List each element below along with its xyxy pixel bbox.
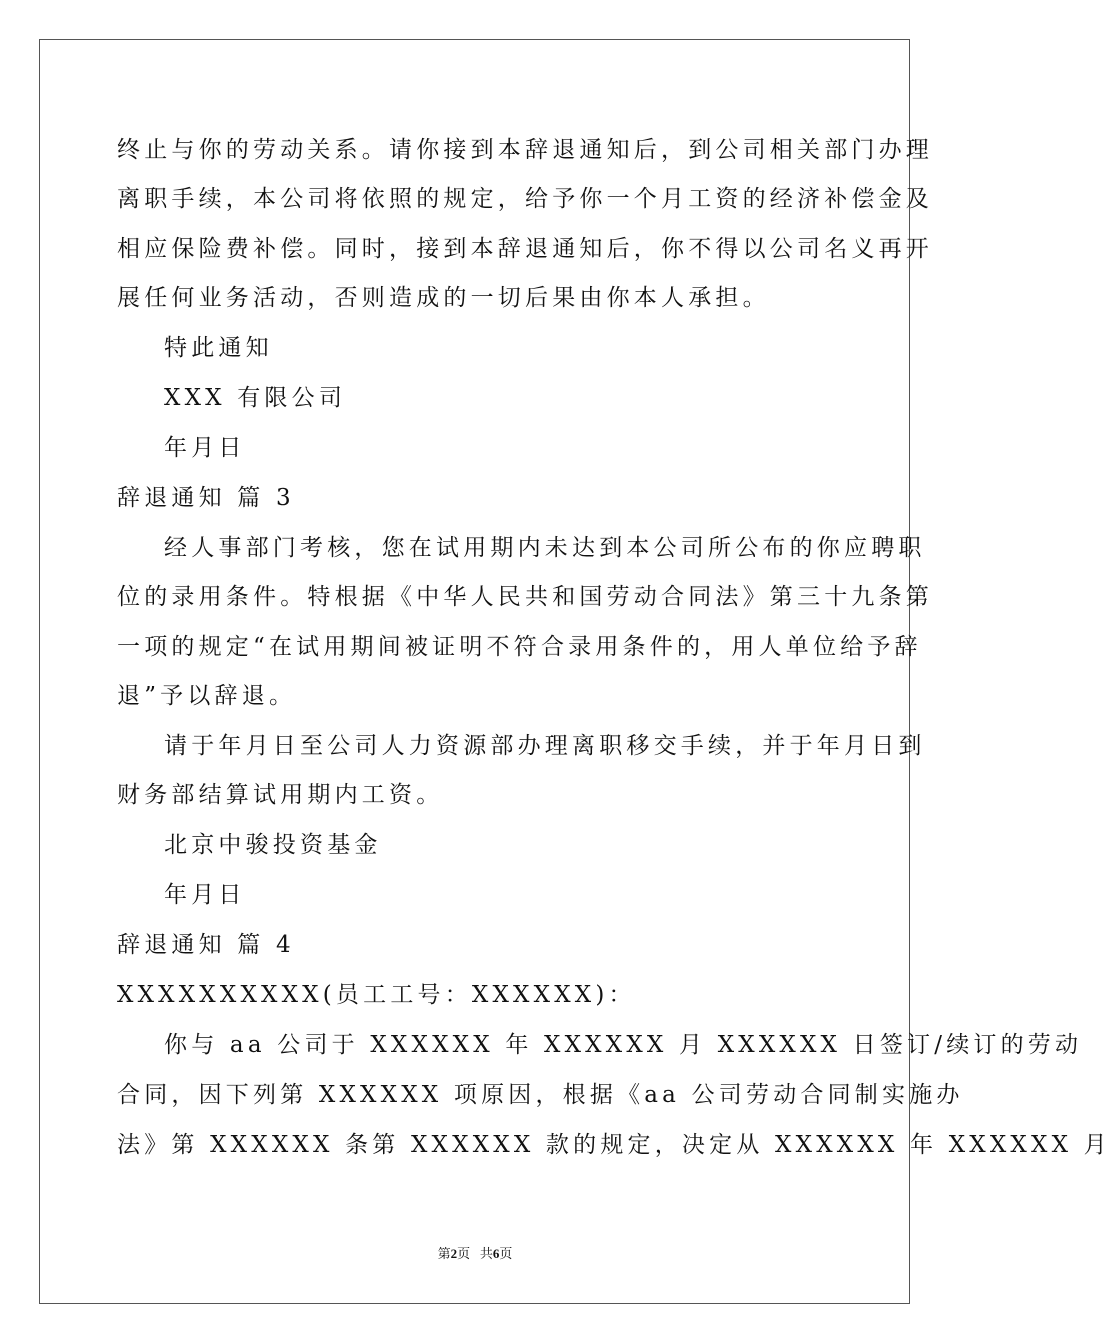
page-footer bbox=[0, 1243, 950, 1262]
footer-prefix: 第 bbox=[437, 1246, 451, 1261]
date-line: 年月日 bbox=[164, 435, 246, 461]
body-line: 离职手续，本公司将依照的规定，给予你一个月工资的经济补偿金及 bbox=[117, 186, 933, 212]
section-heading: 辞退通知 篇 3 bbox=[117, 485, 295, 511]
body-line: 经人事部门考核，您在试用期内未达到本公司所公布的你应聘职 bbox=[164, 535, 926, 561]
body-line: 请于年月日至公司人力资源部办理离职移交手续，并于年月日到 bbox=[164, 733, 926, 759]
closing-notice: 特此通知 bbox=[164, 335, 273, 361]
body-line: 法》第 XXXXXX 条第 XXXXXX 款的规定，决定从 XXXXXX 年 XXXXXX 月 bbox=[117, 1132, 1111, 1158]
page-frame bbox=[39, 39, 910, 1304]
footer-total-suffix: 页 bbox=[499, 1246, 513, 1261]
company-signature: 北京中骏投资基金 bbox=[164, 832, 382, 858]
body-line: 财务部结算试用期内工资。 bbox=[117, 782, 444, 808]
total-pages-number: 6 bbox=[492, 1246, 500, 1261]
company-signature: XXX 有限公司 bbox=[164, 385, 347, 411]
body-line: 你与 aa 公司于 XXXXXX 年 XXXXXX 月 XXXXXX 日签订/续订的劳动 bbox=[164, 1032, 1083, 1058]
addressee-line: XXXXXXXXXX(员工工号：XXXXXX)： bbox=[117, 982, 636, 1008]
body-line: 位的录用条件。特根据《中华人民共和国劳动合同法》第三十九条第 bbox=[117, 584, 933, 610]
body-line: 一项的规定“在试用期间被证明不符合录用条件的，用人单位给予辞 bbox=[117, 634, 922, 660]
body-line: 退”予以辞退。 bbox=[117, 683, 297, 709]
body-line: 相应保险费补偿。同时，接到本辞退通知后，你不得以公司名义再开 bbox=[117, 236, 933, 262]
body-line: 合同，因下列第 XXXXXX 项原因，根据《aa 公司劳动合同制实施办 bbox=[117, 1082, 964, 1108]
body-line: 终止与你的劳动关系。请你接到本辞退通知后，到公司相关部门办理 bbox=[117, 137, 933, 163]
current-page-number: 2 bbox=[450, 1246, 458, 1261]
date-line: 年月日 bbox=[164, 882, 246, 908]
footer-page-suffix: 页 bbox=[457, 1246, 471, 1261]
section-heading: 辞退通知 篇 4 bbox=[117, 932, 295, 958]
body-line: 展任何业务活动，否则造成的一切后果由你本人承担。 bbox=[117, 285, 770, 311]
footer-total-prefix: 共 bbox=[479, 1246, 493, 1261]
